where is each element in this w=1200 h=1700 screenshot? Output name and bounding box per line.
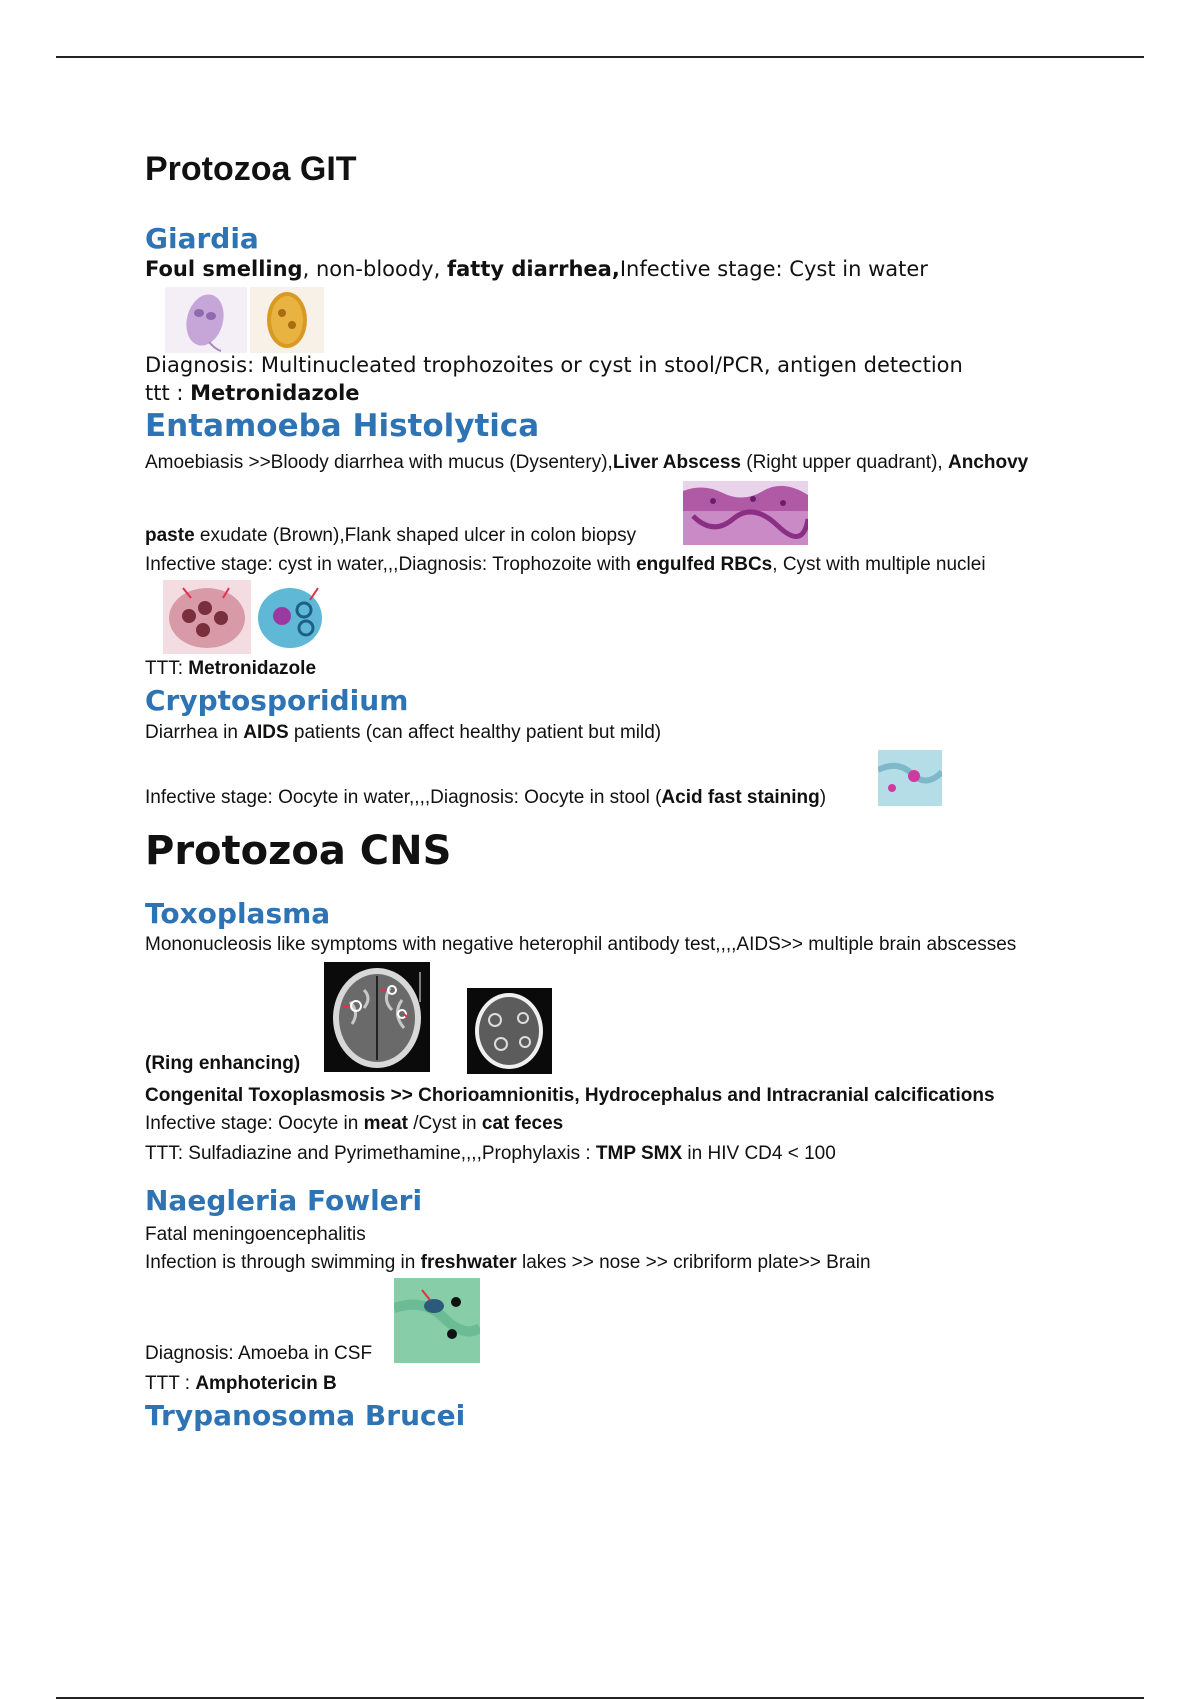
heading-protozoa-git: Protozoa GIT: [145, 150, 357, 188]
top-rule: [56, 56, 1144, 58]
toxo-bold-3: TMP SMX: [595, 1143, 683, 1164]
toxo-text-3: TTT: Sulfadiazine and Pyrimethamine,,,,Prophylaxis :: [145, 1143, 596, 1164]
section-title-entamoeba: Entamoeba Histolytica: [145, 408, 540, 444]
entamoeba-ttt-drug: Metronidazole: [188, 658, 317, 679]
crypto-line-1: [145, 722, 661, 744]
giardia-cyst-image: [250, 287, 324, 353]
naegleria-bold-1: freshwater: [420, 1252, 517, 1273]
naegleria-ttt: [145, 1373, 337, 1395]
toxo-congenital: Congenital Toxoplasmosis >> Chorioamnionitis, Hydrocephalus and Intracranial calcifications: [145, 1085, 995, 1106]
crypto-text-2: patients (can affect healthy patient but mild): [288, 722, 662, 743]
naegleria-text-1: Infection is through swimming in: [145, 1252, 421, 1273]
section-title-giardia: Giardia: [145, 222, 259, 255]
crypto-text-1: Diarrhea in: [145, 722, 244, 743]
crypto-text-3: Infective stage: Oocyte in water,,,,Diagnosis: Oocyte in stool (: [145, 787, 662, 808]
toxo-line-1: Mononucleosis like symptoms with negative heterophil antibody test,,,,AIDS>> multiple brain abscesses: [145, 934, 1017, 955]
toxo-ct-image: [467, 988, 552, 1074]
toxo-mri-image: [324, 962, 430, 1072]
giardia-text-1: , non-bloody,: [302, 257, 447, 281]
entamoeba-text-1: Amoebiasis >>Bloody diarrhea with mucus (Dysentery),: [145, 452, 613, 473]
toxo-text-4: in HIV CD4 < 100: [682, 1143, 836, 1164]
entamoeba-cyst-image: [252, 580, 338, 654]
entamoeba-bold-2: Anchovy: [947, 452, 1029, 473]
naegleria-ttt-label: TTT :: [145, 1373, 196, 1394]
naegleria-diagnosis: Diagnosis: Amoeba in CSF: [145, 1343, 373, 1364]
giardia-bold-2: fatty diarrhea,: [446, 257, 620, 281]
giardia-text-2: Infective stage: Cyst in water: [619, 257, 928, 281]
toxo-ttt: [145, 1143, 836, 1165]
bottom-rule: [56, 1697, 1144, 1699]
entamoeba-line-1: [145, 452, 1028, 474]
heading-protozoa-cns: Protozoa CNS: [145, 828, 452, 874]
naegleria-line-2: [145, 1252, 871, 1274]
entamoeba-ttt-label: TTT:: [145, 658, 189, 679]
entamoeba-text-4: Infective stage: cyst in water,,,Diagnosis: Trophozoite with: [145, 554, 637, 575]
entamoeba-line-2: [145, 525, 636, 547]
entamoeba-line-3: [145, 554, 986, 576]
toxo-text-1: Infective stage: Oocyte in: [145, 1113, 364, 1134]
section-title-cryptosporidium: Cryptosporidium: [145, 684, 409, 717]
section-title-toxoplasma: Toxoplasma: [145, 897, 331, 930]
entamoeba-text-2: (Right upper quadrant),: [740, 452, 948, 473]
giardia-line-1: [145, 257, 928, 281]
entamoeba-bold-4: engulfed RBCs: [636, 554, 773, 575]
naegleria-ttt-drug: Amphotericin B: [195, 1373, 337, 1394]
giardia-diagnosis: Diagnosis: Multinucleated trophozoites or cyst in stool/PCR, antigen detection: [145, 353, 963, 377]
giardia-ttt-drug: Metronidazole: [190, 381, 360, 405]
section-title-trypanosoma: Trypanosoma Brucei: [145, 1399, 466, 1432]
giardia-bold-1: Foul smelling: [145, 257, 303, 281]
entamoeba-text-3: exudate (Brown),Flank shaped ulcer in colon biopsy: [194, 525, 637, 546]
naegleria-csf-image: [394, 1278, 480, 1363]
crypto-acid-fast-image: [878, 750, 942, 806]
toxo-infective-stage: [145, 1113, 563, 1135]
crypto-text-4: ): [819, 787, 827, 808]
giardia-trophozoite-image: [165, 287, 247, 353]
toxo-ring-enhancing: (Ring enhancing): [145, 1053, 301, 1074]
crypto-line-2: [145, 787, 826, 809]
entamoeba-bold-3: paste: [145, 525, 195, 546]
giardia-ttt: [145, 381, 360, 405]
toxo-bold-2: cat feces: [481, 1113, 564, 1134]
colon-biopsy-image: [683, 481, 808, 545]
toxo-bold-1: meat: [363, 1113, 408, 1134]
crypto-bold-2: Acid fast staining: [661, 787, 820, 808]
entamoeba-trophozoite-image: [163, 580, 251, 654]
naegleria-line-1: Fatal meningoencephalitis: [145, 1224, 366, 1245]
toxo-text-2: /Cyst in: [407, 1113, 482, 1134]
naegleria-text-2: lakes >> nose >> cribriform plate>> Brain: [516, 1252, 871, 1273]
entamoeba-ttt: [145, 658, 316, 680]
crypto-bold-1: AIDS: [243, 722, 289, 743]
section-title-naegleria: Naegleria Fowleri: [145, 1184, 423, 1217]
entamoeba-text-5: , Cyst with multiple nuclei: [772, 554, 986, 575]
giardia-ttt-label: ttt :: [145, 381, 191, 405]
entamoeba-bold-1: Liver Abscess: [612, 452, 741, 473]
